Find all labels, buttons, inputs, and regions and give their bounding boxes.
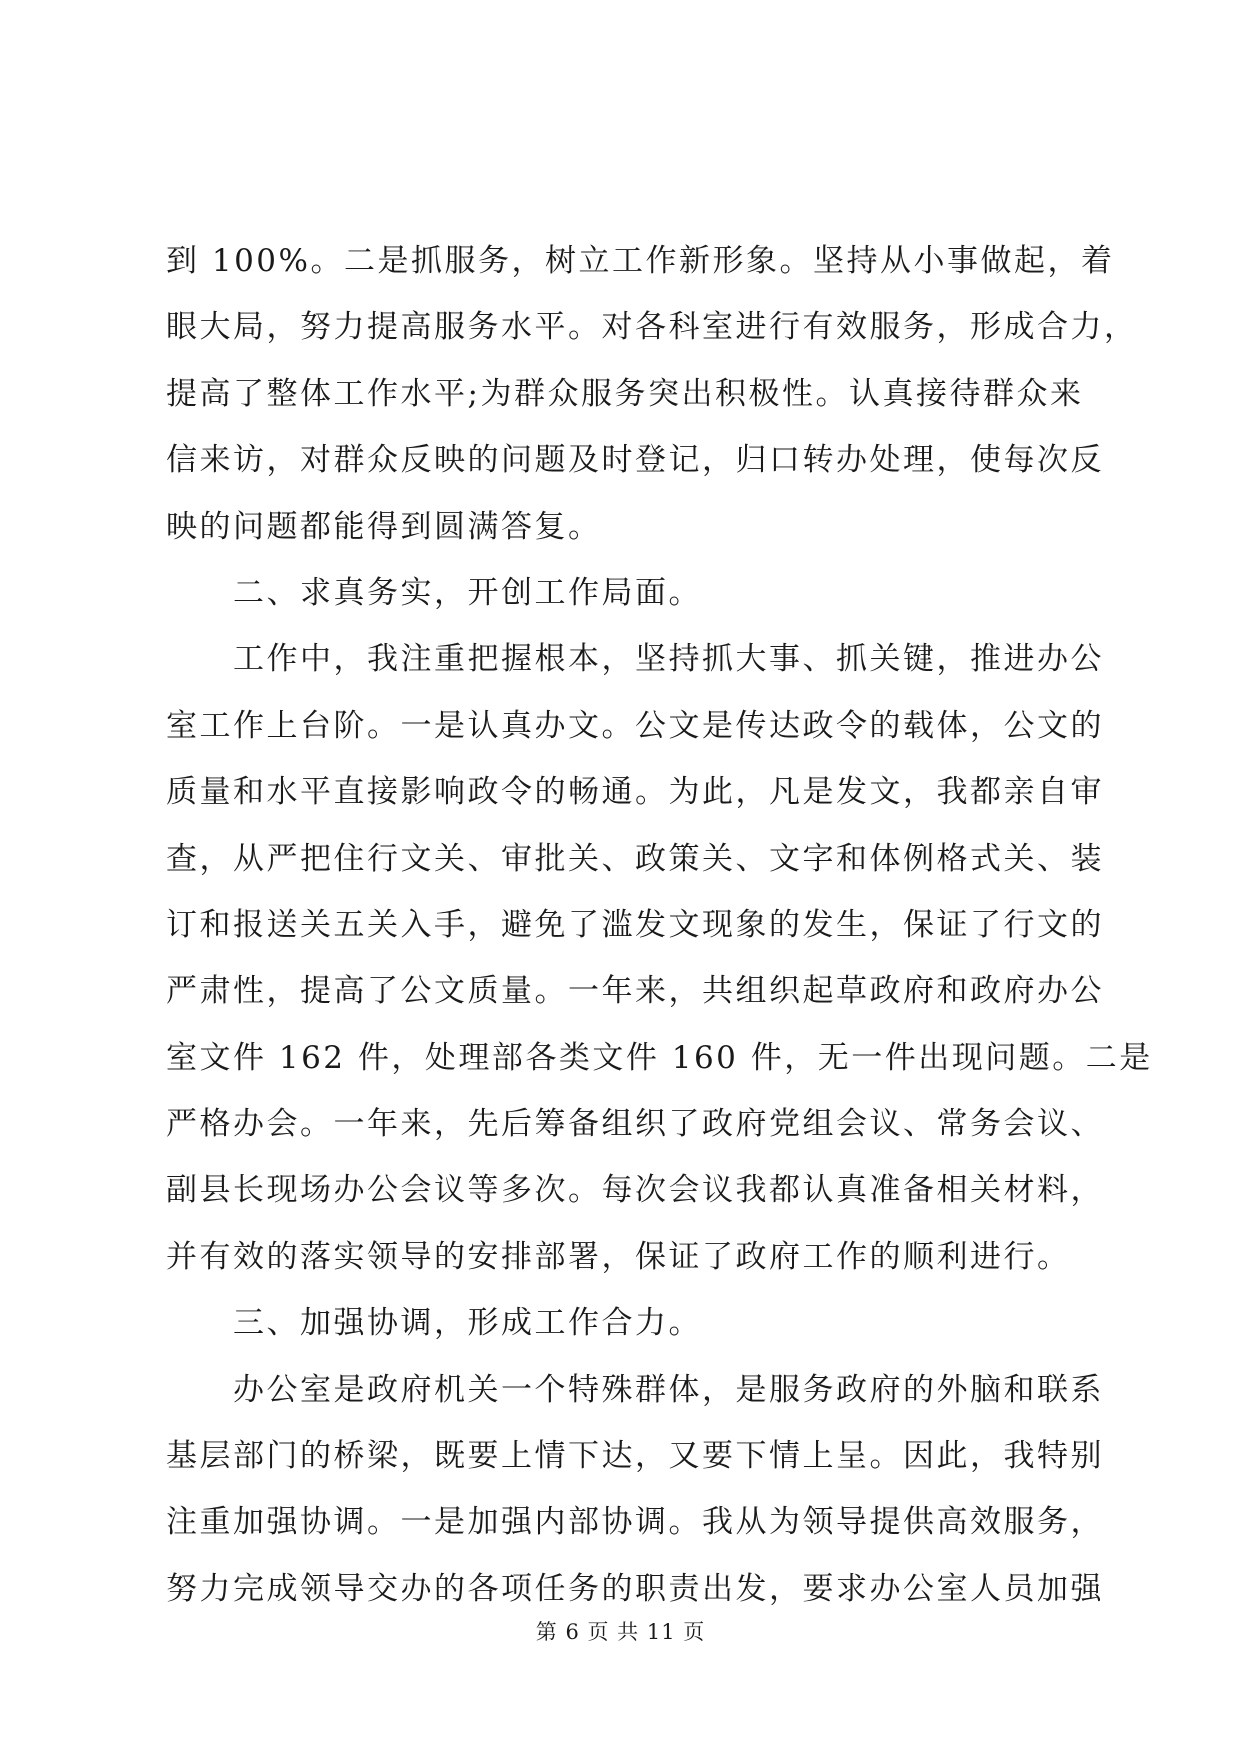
text-line: 严格办会。一年来，先后筹备组织了政府党组会议、常务会议、 bbox=[166, 1106, 1104, 1143]
text-line: 到 100%。二是抓服务，树立工作新形象。坚持从小事做起，着 bbox=[166, 243, 1115, 279]
page-number: 第 6 页 共 11 页 bbox=[535, 1620, 706, 1644]
text-line: 工作中，我注重把握根本，坚持抓大事、抓关键，推进办公 bbox=[166, 641, 1104, 678]
text-line: 室工作上台阶。一是认真办文。公文是传达政令的载体，公文的 bbox=[166, 707, 1104, 744]
section-heading: 三、加强协调，形成工作合力。 bbox=[166, 1305, 702, 1342]
text-line: 查，从严把住行文关、审批关、政策关、文字和体例格式关、装 bbox=[166, 840, 1104, 877]
text-line: 注重加强协调。一是加强内部协调。我从为领导提供高效服务， bbox=[166, 1504, 1104, 1541]
text-line: 眼大局，努力提高服务水平。对各科室进行有效服务，形成合力， bbox=[166, 309, 1138, 346]
text-line: 质量和水平直接影响政令的畅通。为此，凡是发文，我都亲自审 bbox=[166, 774, 1104, 811]
body-text bbox=[166, 228, 1153, 1622]
text-line: 信来访，对群众反映的问题及时登记，归口转办处理，使每次反 bbox=[166, 442, 1104, 479]
text-line: 提高了整体工作水平;为群众服务突出积极性。认真接待群众来 bbox=[166, 375, 1084, 412]
text-line: 严肃性，提高了公文质量。一年来，共组织起草政府和政府办公 bbox=[166, 973, 1104, 1010]
text-line: 努力完成领导交办的各项任务的职责出发，要求办公室人员加强 bbox=[166, 1570, 1104, 1607]
text-line: 室文件 162 件，处理部各类文件 160 件，无一件出现问题。二是 bbox=[166, 1039, 1153, 1076]
page-footer bbox=[0, 1618, 1241, 1646]
text-line: 订和报送关五关入手，避免了滥发文现象的发生，保证了行文的 bbox=[166, 906, 1104, 943]
section-heading: 二、求真务实，开创工作局面。 bbox=[166, 574, 702, 611]
text-line: 映的问题都能得到圆满答复。 bbox=[166, 508, 602, 545]
text-line: 办公室是政府机关一个特殊群体，是服务政府的外脑和联系 bbox=[166, 1371, 1104, 1408]
text-line: 基层部门的桥梁，既要上情下达，又要下情上呈。因此，我特别 bbox=[166, 1438, 1104, 1475]
text-line: 并有效的落实领导的安排部署，保证了政府工作的顺利进行。 bbox=[166, 1238, 1071, 1275]
text-line: 副县长现场办公会议等多次。每次会议我都认真准备相关材料， bbox=[166, 1172, 1104, 1209]
